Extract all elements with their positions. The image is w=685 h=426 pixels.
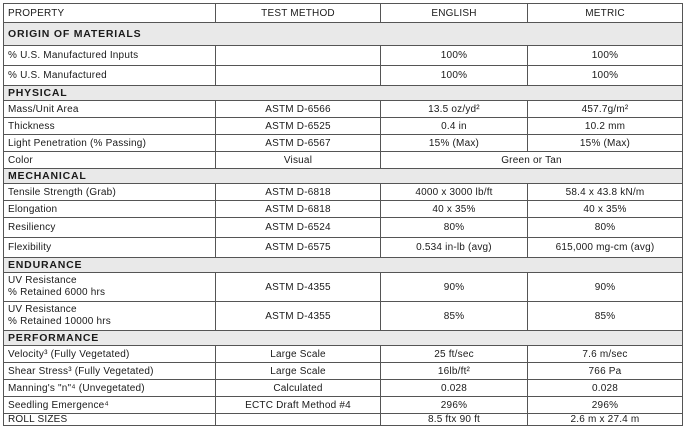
metric-value-cell: 615,000 mg-cm (avg) xyxy=(528,238,683,258)
test-method-cell xyxy=(216,66,381,86)
property-line: % Retained 10000 hrs xyxy=(8,316,111,327)
property-line: % Retained 6000 hrs xyxy=(8,287,106,298)
metric-value-cell: 2.6 m x 27.4 m xyxy=(528,414,683,426)
test-method-cell: ASTM D-6818 xyxy=(216,184,381,201)
table-row xyxy=(4,152,683,169)
test-method-cell xyxy=(216,46,381,66)
section-origin-of-materials xyxy=(4,23,683,46)
english-value-cell: 80% xyxy=(381,218,528,238)
metric-value-cell: 80% xyxy=(528,218,683,238)
english-value-cell: 100% xyxy=(381,66,528,86)
table-row xyxy=(4,273,683,302)
specification-table xyxy=(3,3,683,426)
property-cell: % U.S. Manufactured xyxy=(4,66,216,86)
table-row xyxy=(4,238,683,258)
english-value-cell: 13.5 oz/yd² xyxy=(381,101,528,118)
property-cell: Flexibility xyxy=(4,238,216,258)
table-row xyxy=(4,397,683,414)
table-row xyxy=(4,380,683,397)
section-title: PERFORMANCE xyxy=(4,331,683,346)
test-method-cell: ASTM D-4355 xyxy=(216,302,381,331)
header-test-method: TEST METHOD xyxy=(216,4,381,23)
property-cell: Seedling Emergence⁴ xyxy=(4,397,216,414)
section-endurance xyxy=(4,258,683,273)
table-row xyxy=(4,201,683,218)
metric-value-cell: 7.6 m/sec xyxy=(528,346,683,363)
metric-value-cell: 85% xyxy=(528,302,683,331)
property-line: UV Resistance xyxy=(8,275,77,286)
english-value-cell: 296% xyxy=(381,397,528,414)
table-row xyxy=(4,46,683,66)
table-row xyxy=(4,218,683,238)
metric-value-cell: 15% (Max) xyxy=(528,135,683,152)
english-value-cell: 0.4 in xyxy=(381,118,528,135)
property-cell: Resiliency xyxy=(4,218,216,238)
property-cell: Mass/Unit Area xyxy=(4,101,216,118)
metric-value-cell: 90% xyxy=(528,273,683,302)
table-row xyxy=(4,135,683,152)
test-method-cell: Large Scale xyxy=(216,363,381,380)
section-mechanical xyxy=(4,169,683,184)
section-title: MECHANICAL xyxy=(4,169,683,184)
roll-sizes-label: ROLL SIZES xyxy=(4,414,216,426)
table-row xyxy=(4,101,683,118)
table-row xyxy=(4,118,683,135)
metric-value-cell: 40 x 35% xyxy=(528,201,683,218)
property-cell: % U.S. Manufactured Inputs xyxy=(4,46,216,66)
english-value-cell: 40 x 35% xyxy=(381,201,528,218)
english-value-cell: 85% xyxy=(381,302,528,331)
roll-sizes-row xyxy=(4,414,683,426)
property-cell: Shear Stress³ (Fully Vegetated) xyxy=(4,363,216,380)
english-value-cell: 25 ft/sec xyxy=(381,346,528,363)
property-line: UV Resistance xyxy=(8,304,77,315)
test-method-cell: ASTM D-6575 xyxy=(216,238,381,258)
property-cell: Light Penetration (% Passing) xyxy=(4,135,216,152)
property-cell: Manning's "n"⁴ (Unvegetated) xyxy=(4,380,216,397)
property-cell: Thickness xyxy=(4,118,216,135)
header-metric: METRIC xyxy=(528,4,683,23)
header-row xyxy=(4,4,683,23)
test-method-cell: ASTM D-6567 xyxy=(216,135,381,152)
test-method-cell: ASTM D-6566 xyxy=(216,101,381,118)
test-method-cell xyxy=(216,414,381,426)
property-cell xyxy=(4,273,216,302)
table-row xyxy=(4,363,683,380)
metric-value-cell: 100% xyxy=(528,46,683,66)
table-row xyxy=(4,184,683,201)
metric-value-cell: 0.028 xyxy=(528,380,683,397)
test-method-cell: Visual xyxy=(216,152,381,169)
header-english: ENGLISH xyxy=(381,4,528,23)
property-cell xyxy=(4,302,216,331)
english-value-cell: 0.028 xyxy=(381,380,528,397)
metric-value-cell: 100% xyxy=(528,66,683,86)
test-method-cell: ECTC Draft Method #4 xyxy=(216,397,381,414)
metric-value-cell: 58.4 x 43.8 kN/m xyxy=(528,184,683,201)
section-title: ORIGIN OF MATERIALS xyxy=(4,23,683,46)
property-cell: Velocity³ (Fully Vegetated) xyxy=(4,346,216,363)
english-value-cell: 100% xyxy=(381,46,528,66)
section-performance xyxy=(4,331,683,346)
property-cell: Elongation xyxy=(4,201,216,218)
test-method-cell: ASTM D-4355 xyxy=(216,273,381,302)
section-title: PHYSICAL xyxy=(4,86,683,101)
test-method-cell: ASTM D-6525 xyxy=(216,118,381,135)
english-value-cell: 16lb/ft² xyxy=(381,363,528,380)
metric-value-cell: 296% xyxy=(528,397,683,414)
test-method-cell: Large Scale xyxy=(216,346,381,363)
metric-value-cell: 766 Pa xyxy=(528,363,683,380)
english-value-cell: 90% xyxy=(381,273,528,302)
test-method-cell: ASTM D-6524 xyxy=(216,218,381,238)
table-row xyxy=(4,346,683,363)
english-value-cell: 15% (Max) xyxy=(381,135,528,152)
test-method-cell: ASTM D-6818 xyxy=(216,201,381,218)
english-value-cell: 0.534 in-lb (avg) xyxy=(381,238,528,258)
english-value-cell: 8.5 ftx 90 ft xyxy=(381,414,528,426)
combined-value-cell: Green or Tan xyxy=(381,152,683,169)
table-row xyxy=(4,66,683,86)
metric-value-cell: 457.7g/m² xyxy=(528,101,683,118)
metric-value-cell: 10.2 mm xyxy=(528,118,683,135)
section-physical xyxy=(4,86,683,101)
test-method-cell: Calculated xyxy=(216,380,381,397)
property-cell: Tensile Strength (Grab) xyxy=(4,184,216,201)
property-cell: Color xyxy=(4,152,216,169)
section-title: ENDURANCE xyxy=(4,258,683,273)
english-value-cell: 4000 x 3000 lb/ft xyxy=(381,184,528,201)
table-row xyxy=(4,302,683,331)
header-property: PROPERTY xyxy=(4,4,216,23)
